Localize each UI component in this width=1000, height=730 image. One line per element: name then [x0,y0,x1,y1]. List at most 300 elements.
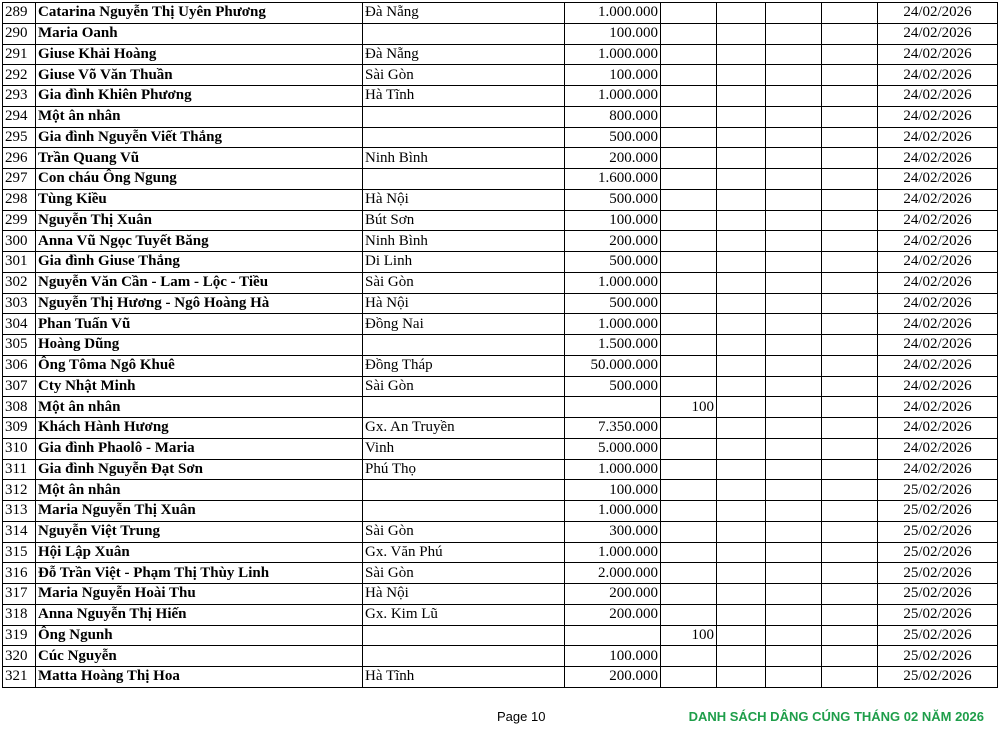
table-row [3,604,998,625]
amount-vnd-cell: 500.000 [565,293,661,314]
date-cell: 24/02/2026 [878,189,998,210]
extra-cell-2 [766,521,822,542]
amount-vnd-cell: 1.000.000 [565,3,661,24]
amount-usd-cell [661,106,717,127]
extra-cell-1 [717,563,766,584]
table-row [3,646,998,667]
amount-usd-cell [661,521,717,542]
donor-name-cell: Phan Tuấn Vũ [36,314,363,335]
row-number-cell: 295 [3,127,36,148]
row-number-cell: 300 [3,231,36,252]
extra-cell-1 [717,480,766,501]
extra-cell-2 [766,355,822,376]
extra-cell-2 [766,169,822,190]
donor-name-cell: Một ân nhân [36,397,363,418]
extra-cell-2 [766,252,822,273]
extra-cell-1 [717,376,766,397]
date-cell: 24/02/2026 [878,459,998,480]
amount-usd-cell [661,44,717,65]
amount-vnd-cell: 50.000.000 [565,355,661,376]
table-row [3,376,998,397]
extra-cell-3 [822,335,878,356]
extra-cell-2 [766,335,822,356]
date-cell: 24/02/2026 [878,314,998,335]
amount-vnd-cell: 200.000 [565,604,661,625]
row-number-cell: 315 [3,542,36,563]
date-cell: 25/02/2026 [878,521,998,542]
extra-cell-2 [766,148,822,169]
amount-usd-cell [661,667,717,688]
extra-cell-2 [766,604,822,625]
extra-cell-2 [766,625,822,646]
amount-usd-cell: 100 [661,397,717,418]
row-number-cell: 314 [3,521,36,542]
extra-cell-2 [766,231,822,252]
amount-usd-cell [661,335,717,356]
table-row [3,584,998,605]
amount-vnd-cell: 200.000 [565,584,661,605]
extra-cell-2 [766,272,822,293]
extra-cell-1 [717,521,766,542]
table-row [3,418,998,439]
extra-cell-3 [822,86,878,107]
amount-vnd-cell: 100.000 [565,210,661,231]
amount-vnd-cell [565,625,661,646]
place-cell: Vinh [363,438,565,459]
extra-cell-1 [717,3,766,24]
extra-cell-3 [822,65,878,86]
amount-vnd-cell: 500.000 [565,127,661,148]
extra-cell-1 [717,231,766,252]
amount-vnd-cell: 200.000 [565,667,661,688]
donor-name-cell: Matta Hoàng Thị Hoa [36,667,363,688]
extra-cell-3 [822,293,878,314]
donor-name-cell: Nguyễn Văn Cần - Lam - Lộc - Tiều [36,272,363,293]
extra-cell-3 [822,501,878,522]
amount-vnd-cell: 200.000 [565,231,661,252]
extra-cell-3 [822,625,878,646]
place-cell [363,397,565,418]
amount-usd-cell [661,272,717,293]
amount-usd-cell [661,501,717,522]
table-row [3,272,998,293]
date-cell: 24/02/2026 [878,127,998,148]
donor-name-cell: Hội Lập Xuân [36,542,363,563]
row-number-cell: 303 [3,293,36,314]
donor-name-cell: Đỗ Trần Việt - Phạm Thị Thùy Linh [36,563,363,584]
extra-cell-2 [766,23,822,44]
extra-cell-1 [717,418,766,439]
table-row [3,521,998,542]
amount-usd-cell [661,65,717,86]
extra-cell-1 [717,148,766,169]
row-number-cell: 299 [3,210,36,231]
donor-name-cell: Nguyễn Thị Hương - Ngô Hoàng Hà [36,293,363,314]
table-row [3,86,998,107]
donor-name-cell: Con cháu Ông Ngung [36,169,363,190]
amount-usd-cell [661,459,717,480]
donor-name-cell: Maria Nguyễn Thị Xuân [36,501,363,522]
amount-vnd-cell: 100.000 [565,646,661,667]
amount-vnd-cell: 7.350.000 [565,418,661,439]
amount-usd-cell [661,293,717,314]
table-row [3,106,998,127]
row-number-cell: 316 [3,563,36,584]
extra-cell-2 [766,646,822,667]
extra-cell-1 [717,584,766,605]
extra-cell-1 [717,23,766,44]
table-row [3,459,998,480]
donor-name-cell: Gia đình Giuse Thắng [36,252,363,273]
amount-usd-cell [661,86,717,107]
table-row [3,397,998,418]
table-row [3,501,998,522]
amount-vnd-cell: 1.600.000 [565,169,661,190]
date-cell: 25/02/2026 [878,646,998,667]
amount-vnd-cell: 1.000.000 [565,501,661,522]
extra-cell-1 [717,65,766,86]
extra-cell-3 [822,459,878,480]
date-cell: 24/02/2026 [878,65,998,86]
extra-cell-3 [822,563,878,584]
donor-name-cell: Khách Hành Hương [36,418,363,439]
table-row [3,23,998,44]
extra-cell-2 [766,542,822,563]
extra-cell-3 [822,355,878,376]
place-cell: Hà Nội [363,293,565,314]
table-row [3,65,998,86]
place-cell: Hà Nội [363,584,565,605]
date-cell: 24/02/2026 [878,86,998,107]
extra-cell-2 [766,314,822,335]
place-cell: Đồng Tháp [363,355,565,376]
amount-usd-cell [661,189,717,210]
extra-cell-1 [717,459,766,480]
date-cell: 24/02/2026 [878,106,998,127]
row-number-cell: 302 [3,272,36,293]
extra-cell-2 [766,376,822,397]
row-number-cell: 312 [3,480,36,501]
date-cell: 25/02/2026 [878,625,998,646]
extra-cell-1 [717,106,766,127]
place-cell: Sài Gòn [363,272,565,293]
row-number-cell: 317 [3,584,36,605]
donor-name-cell: Hoàng Dũng [36,335,363,356]
place-cell: Sài Gòn [363,376,565,397]
row-number-cell: 292 [3,65,36,86]
table-row [3,169,998,190]
table-row [3,3,998,24]
amount-vnd-cell: 500.000 [565,252,661,273]
place-cell: Di Linh [363,252,565,273]
row-number-cell: 308 [3,397,36,418]
date-cell: 24/02/2026 [878,23,998,44]
donor-name-cell: Maria Nguyễn Hoài Thu [36,584,363,605]
amount-vnd-cell: 500.000 [565,376,661,397]
extra-cell-1 [717,542,766,563]
place-cell [363,127,565,148]
place-cell: Hà Tĩnh [363,86,565,107]
extra-cell-2 [766,210,822,231]
extra-cell-1 [717,604,766,625]
amount-vnd-cell: 1.000.000 [565,272,661,293]
amount-vnd-cell: 5.000.000 [565,438,661,459]
amount-usd-cell [661,563,717,584]
extra-cell-3 [822,542,878,563]
date-cell: 24/02/2026 [878,418,998,439]
donor-name-cell: Tùng Kiều [36,189,363,210]
amount-vnd-cell: 500.000 [565,189,661,210]
extra-cell-3 [822,376,878,397]
extra-cell-1 [717,335,766,356]
extra-cell-3 [822,646,878,667]
date-cell: 24/02/2026 [878,148,998,169]
extra-cell-2 [766,397,822,418]
amount-vnd-cell: 2.000.000 [565,563,661,584]
date-cell: 24/02/2026 [878,293,998,314]
extra-cell-1 [717,501,766,522]
extra-cell-3 [822,272,878,293]
row-number-cell: 320 [3,646,36,667]
amount-usd-cell [661,148,717,169]
document-title: DANH SÁCH DÂNG CÚNG THÁNG 02 NĂM 2026 [688,709,984,724]
table-row [3,335,998,356]
extra-cell-3 [822,189,878,210]
donor-name-cell: Cty Nhật Minh [36,376,363,397]
row-number-cell: 310 [3,438,36,459]
extra-cell-1 [717,293,766,314]
row-number-cell: 304 [3,314,36,335]
donor-name-cell: Gia đình Nguyễn Viết Thắng [36,127,363,148]
table-row [3,189,998,210]
amount-usd-cell [661,127,717,148]
amount-usd-cell [661,314,717,335]
extra-cell-1 [717,210,766,231]
place-cell [363,106,565,127]
donor-name-cell: Catarina Nguyễn Thị Uyên Phương [36,3,363,24]
amount-usd-cell [661,376,717,397]
extra-cell-2 [766,459,822,480]
amount-usd-cell [661,646,717,667]
place-cell [363,23,565,44]
extra-cell-2 [766,65,822,86]
place-cell: Sài Gòn [363,65,565,86]
table-row [3,210,998,231]
table-row [3,148,998,169]
place-cell: Gx. Kim Lũ [363,604,565,625]
date-cell: 24/02/2026 [878,44,998,65]
date-cell: 24/02/2026 [878,3,998,24]
extra-cell-3 [822,252,878,273]
extra-cell-3 [822,438,878,459]
table-row [3,542,998,563]
row-number-cell: 301 [3,252,36,273]
place-cell [363,646,565,667]
extra-cell-1 [717,438,766,459]
place-cell: Đồng Nai [363,314,565,335]
extra-cell-1 [717,667,766,688]
date-cell: 25/02/2026 [878,480,998,501]
place-cell [363,501,565,522]
extra-cell-2 [766,86,822,107]
extra-cell-2 [766,584,822,605]
date-cell: 25/02/2026 [878,667,998,688]
extra-cell-1 [717,44,766,65]
date-cell: 24/02/2026 [878,355,998,376]
place-cell [363,169,565,190]
extra-cell-3 [822,169,878,190]
extra-cell-1 [717,252,766,273]
extra-cell-2 [766,667,822,688]
table-row [3,355,998,376]
date-cell: 24/02/2026 [878,169,998,190]
amount-vnd-cell: 1.000.000 [565,542,661,563]
amount-usd-cell [661,3,717,24]
place-cell: Ninh Bình [363,231,565,252]
row-number-cell: 291 [3,44,36,65]
extra-cell-2 [766,189,822,210]
donor-name-cell: Gia đình Nguyễn Đạt Sơn [36,459,363,480]
donor-name-cell: Giuse Võ Văn Thuần [36,65,363,86]
extra-cell-3 [822,480,878,501]
donation-table-body [3,3,998,688]
date-cell: 25/02/2026 [878,501,998,522]
extra-cell-3 [822,397,878,418]
extra-cell-2 [766,127,822,148]
donor-name-cell: Cúc Nguyễn [36,646,363,667]
extra-cell-1 [717,86,766,107]
amount-usd-cell [661,252,717,273]
amount-vnd-cell: 1.000.000 [565,459,661,480]
date-cell: 24/02/2026 [878,397,998,418]
amount-vnd-cell: 1.000.000 [565,314,661,335]
row-number-cell: 294 [3,106,36,127]
row-number-cell: 313 [3,501,36,522]
donor-name-cell: Trần Quang Vũ [36,148,363,169]
extra-cell-3 [822,667,878,688]
extra-cell-3 [822,231,878,252]
extra-cell-3 [822,604,878,625]
amount-usd-cell [661,355,717,376]
extra-cell-3 [822,314,878,335]
amount-usd-cell [661,210,717,231]
place-cell: Đà Nẵng [363,44,565,65]
table-row [3,127,998,148]
amount-vnd-cell [565,397,661,418]
date-cell: 24/02/2026 [878,376,998,397]
extra-cell-2 [766,44,822,65]
row-number-cell: 290 [3,23,36,44]
amount-usd-cell [661,438,717,459]
amount-usd-cell [661,604,717,625]
extra-cell-3 [822,210,878,231]
place-cell: Hà Tĩnh [363,667,565,688]
extra-cell-2 [766,563,822,584]
page-number: Page 10 [497,709,546,724]
table-row [3,667,998,688]
place-cell: Gx. An Truyền [363,418,565,439]
date-cell: 24/02/2026 [878,252,998,273]
table-row [3,252,998,273]
amount-vnd-cell: 200.000 [565,148,661,169]
date-cell: 25/02/2026 [878,542,998,563]
donor-name-cell: Ông Tôma Ngô Khuê [36,355,363,376]
amount-usd-cell [661,169,717,190]
table-row [3,438,998,459]
row-number-cell: 306 [3,355,36,376]
row-number-cell: 297 [3,169,36,190]
donation-table [2,2,998,688]
row-number-cell: 293 [3,86,36,107]
donor-name-cell: Nguyễn Việt Trung [36,521,363,542]
date-cell: 24/02/2026 [878,272,998,293]
row-number-cell: 289 [3,3,36,24]
donor-name-cell: Maria Oanh [36,23,363,44]
extra-cell-2 [766,106,822,127]
place-cell: Đà Nẵng [363,3,565,24]
amount-vnd-cell: 300.000 [565,521,661,542]
amount-usd-cell [661,584,717,605]
place-cell [363,335,565,356]
row-number-cell: 296 [3,148,36,169]
extra-cell-1 [717,127,766,148]
donor-name-cell: Một ân nhân [36,106,363,127]
table-row [3,563,998,584]
place-cell: Sài Gòn [363,563,565,584]
extra-cell-1 [717,397,766,418]
extra-cell-1 [717,272,766,293]
extra-cell-2 [766,418,822,439]
amount-vnd-cell: 1.500.000 [565,335,661,356]
extra-cell-3 [822,521,878,542]
donor-name-cell: Một ân nhân [36,480,363,501]
extra-cell-3 [822,3,878,24]
donor-name-cell: Anna Vũ Ngọc Tuyết Băng [36,231,363,252]
row-number-cell: 298 [3,189,36,210]
amount-vnd-cell: 100.000 [565,480,661,501]
amount-vnd-cell: 100.000 [565,65,661,86]
table-row [3,293,998,314]
date-cell: 25/02/2026 [878,604,998,625]
table-row [3,314,998,335]
extra-cell-2 [766,438,822,459]
place-cell [363,480,565,501]
date-cell: 24/02/2026 [878,210,998,231]
amount-usd-cell [661,418,717,439]
extra-cell-3 [822,44,878,65]
place-cell: Hà Nội [363,189,565,210]
extra-cell-3 [822,127,878,148]
extra-cell-1 [717,355,766,376]
amount-vnd-cell: 1.000.000 [565,44,661,65]
donor-name-cell: Gia đình Khiên Phương [36,86,363,107]
donor-name-cell: Giuse Khải Hoàng [36,44,363,65]
extra-cell-1 [717,169,766,190]
amount-usd-cell [661,480,717,501]
extra-cell-1 [717,189,766,210]
row-number-cell: 321 [3,667,36,688]
place-cell: Ninh Bình [363,148,565,169]
row-number-cell: 311 [3,459,36,480]
amount-vnd-cell: 800.000 [565,106,661,127]
table-row [3,625,998,646]
extra-cell-1 [717,625,766,646]
donor-name-cell: Nguyễn Thị Xuân [36,210,363,231]
place-cell: Bút Sơn [363,210,565,231]
place-cell [363,625,565,646]
place-cell: Phú Thọ [363,459,565,480]
extra-cell-3 [822,106,878,127]
